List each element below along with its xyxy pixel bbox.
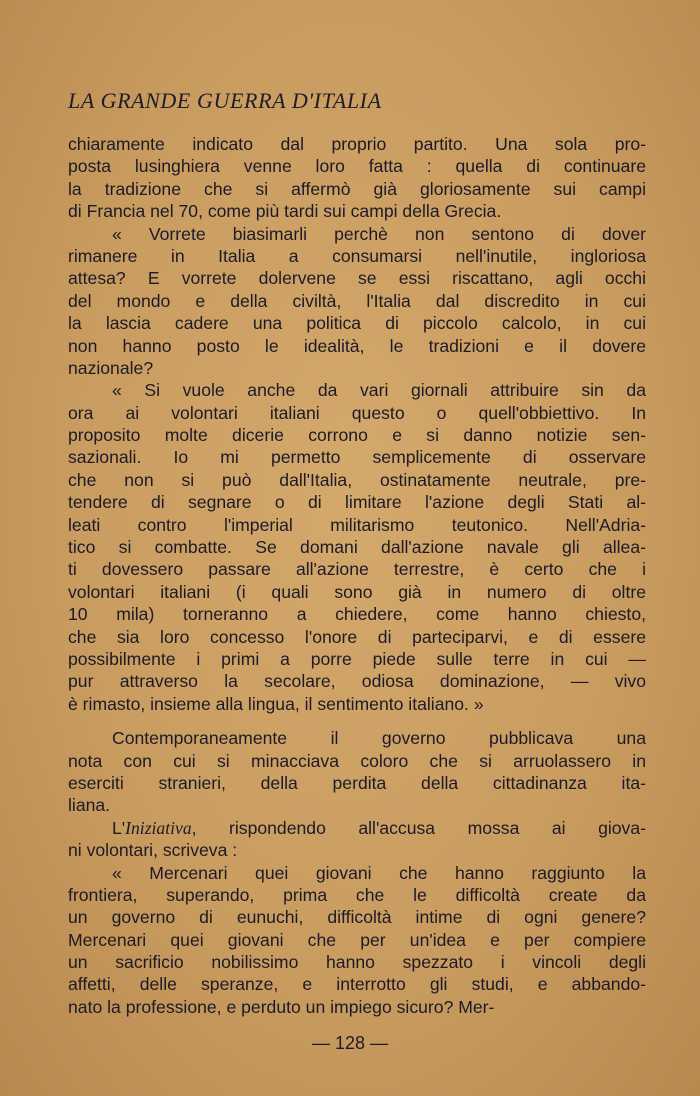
text-line: ora ai volontari italiani questo o quell'obbiettivo. In	[68, 402, 646, 423]
text-line: chiaramente indicato dal proprio partito. Una sola pro-	[68, 134, 646, 154]
paragraph	[68, 817, 646, 862]
paragraph	[68, 223, 646, 380]
text-line: proposito molte dicerie corrono e si danno notizie sen-	[68, 425, 646, 446]
text-line: « Mercenari quei giovani che hanno raggiunto la	[112, 862, 646, 883]
paragraph	[68, 727, 646, 817]
text-line: del mondo e della civiltà, l'Italia dal discredito in cui	[68, 290, 646, 311]
text-line: liana.	[68, 795, 111, 816]
text-line: 10 mila) torneranno a chiedere, come hanno chiesto,	[68, 604, 646, 625]
text-line: non hanno posto le idealità, le tradizioni e il dovere	[68, 335, 646, 356]
text-line: Contemporaneamente il governo pubblicava una	[112, 728, 646, 749]
text-line: sazionali. Io mi permetto semplicemente di osservare	[68, 447, 646, 468]
paragraph	[68, 133, 646, 223]
text-line: « Si vuole anche da vari giornali attribuire sin da	[112, 380, 646, 401]
text-line: tico si combatte. Se domani dall'azione navale gli allea-	[68, 537, 646, 558]
text-line: leati contro l'imperial militarismo teutonico. Nell'Adria-	[68, 514, 646, 535]
journal-title: Iniziativa	[125, 817, 192, 838]
text-line: rimanere in Italia a consumarsi nell'inutile, ingloriosa	[68, 245, 646, 266]
text-line: « Vorrete biasimarli perchè non sentono di dover	[112, 223, 646, 244]
text-line: affetti, delle speranze, e interrotto gli studi, e abbando-	[68, 974, 646, 995]
text-line: possibilmente i primi a porre piede sulle terre in cui —	[68, 648, 646, 669]
text-line: posta lusinghiera venne loro fatta : quella di continuare	[68, 156, 646, 177]
text-line: L'Iniziativa, rispondendo all'accusa mossa ai giova-	[112, 817, 646, 838]
text-line: un sacrificio nobilissimo hanno spezzato i vincoli degli	[68, 952, 646, 973]
page-number: — 128 —	[311, 1033, 389, 1053]
text-line: eserciti stranieri, della perdita della cittadinanza ita-	[68, 772, 646, 793]
paragraph-gap	[68, 715, 646, 727]
text-line: che sia loro concesso l'onore di parteciparvi, e di essere	[68, 626, 646, 647]
text-line: pur attraverso la secolare, odiosa dominazione, — vivo	[68, 671, 646, 692]
paragraph	[68, 379, 646, 715]
text-line: attesa? E vorrete dolervene se essi riscattano, agli occhi	[68, 268, 646, 289]
text-line: di Francia nel 70, come più tardi sui campi della Grecia.	[68, 201, 502, 222]
text-line: Mercenari quei giovani che per un'idea e per compiere	[68, 929, 646, 950]
text-line: nato la professione, e perduto un impiego sicuro? Mer-	[68, 996, 495, 1017]
body-text	[68, 133, 646, 1018]
text-line: che non si può dall'Italia, ostinatamente neutrale, pre-	[68, 469, 646, 490]
text-line: nazionale?	[68, 357, 154, 378]
paragraph	[68, 862, 646, 1019]
text-line: ni volontari, scriveva :	[68, 840, 238, 861]
text-line: la tradizione che si affermò già gloriosamente sui campi	[68, 178, 646, 199]
text-line: frontiera, superando, prima che le difficoltà create da	[68, 884, 646, 905]
text-line: è rimasto, insieme alla lingua, il sentimento italiano. »	[68, 693, 484, 714]
text-line: un governo di eunuchi, difficoltà intime di ogni genere?	[68, 907, 646, 928]
text-line: volontari italiani (i quali sono già in numero di oltre	[68, 581, 646, 602]
text-line: nota con cui si minacciava coloro che si arruolassero in	[68, 750, 646, 771]
text-line: ti dovessero passare all'azione terrestre, è certo che i	[68, 559, 646, 580]
text-line: tendere di segnare o di limitare l'azione degli Stati al-	[68, 492, 646, 513]
running-title: LA GRANDE GUERRA D'ITALIA	[68, 88, 382, 113]
text-line: la lascia cadere una politica di piccolo calcolo, in cui	[68, 313, 646, 334]
